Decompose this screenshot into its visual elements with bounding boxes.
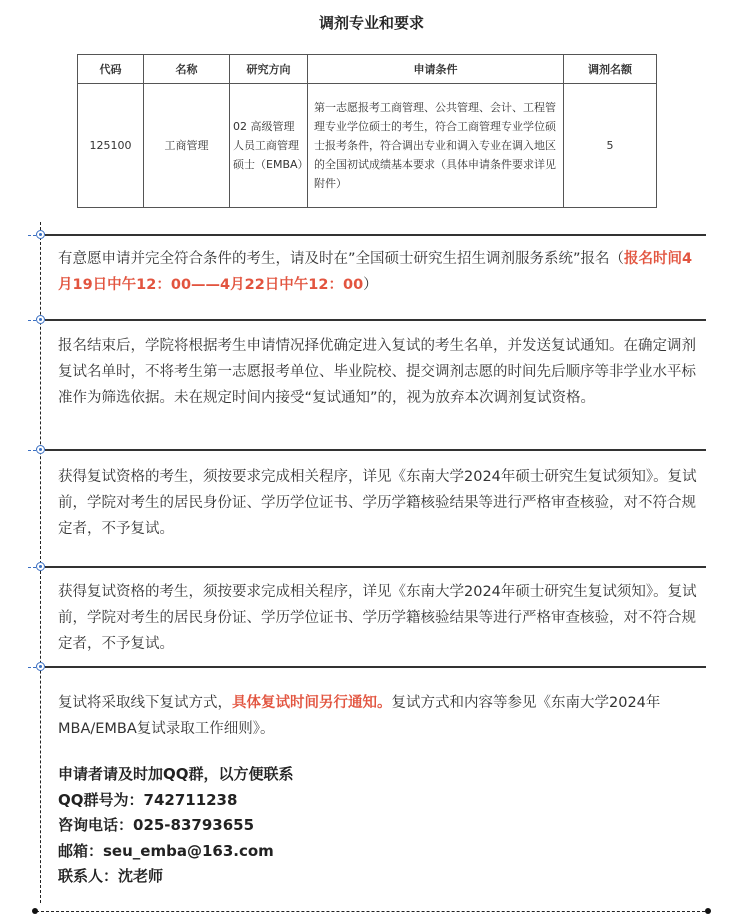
- registration-text: 有意愿申请并完全符合条件的考生，请及时在”全国硕士研究生招生调剂服务系统”报名（: [58, 251, 625, 267]
- timeline-dot: [36, 230, 45, 239]
- email-address[interactable]: 邮箱：seu_emba@163.com: [58, 841, 274, 860]
- registration-close-paren: ）: [363, 277, 378, 293]
- section-divider: [45, 234, 706, 236]
- page-title: 调剂专业和要求: [318, 14, 424, 32]
- timeline-tick: [28, 450, 36, 451]
- table-row: [78, 84, 657, 208]
- header-quota: 调剂名额: [564, 55, 657, 84]
- selection-text: 报名结束后，学院将根据考生申请情况择优确定进入复试的考生名单，并发送复试通知。在确定调剂复试名单时，不将考生第一志愿报考单位、毕业院校、提交调剂志愿的时间先后顺序等非学业水平标准作为筛选依据。未在规定时间内接受“复试通知”的，视为放弃本次调剂复试资格。: [58, 338, 696, 406]
- bottom-dot-left: [32, 908, 38, 914]
- registration-time: 报名时间4月19日中午12：00——4月22日中午12：00: [58, 251, 693, 293]
- section-retest-requirements: [58, 464, 698, 542]
- timeline-tick: [28, 320, 36, 321]
- section-divider: [45, 319, 706, 321]
- header-name: 名称: [144, 55, 230, 84]
- bottom-divider: [36, 911, 710, 912]
- header-condition: 申请条件: [308, 55, 564, 84]
- timeline-dot: [36, 662, 45, 671]
- section-retest-requirements-repeat: [58, 579, 698, 657]
- timeline-tick: [28, 567, 36, 568]
- table-header-row: [78, 55, 657, 84]
- cell-direction: 02 高级管理人员工商管理硕士（EMBA）: [230, 84, 308, 208]
- requirements-table: [77, 54, 657, 208]
- timeline-dot: [36, 315, 45, 324]
- section-registration: [58, 246, 698, 298]
- cell-condition: 第一志愿报考工商管理、公共管理、会计、工程管理专业学位硕士的考生，符合工商管理专业学位硕士报考条件，符合调出专业和调入专业在调入地区的全国初试成绩基本要求（具体申请条件要求详见附件）: [308, 84, 564, 208]
- section-selection: [58, 333, 698, 411]
- section-divider: [45, 666, 706, 668]
- method-reference: 复试方式和内容等参见《东南大学2024年MBA/EMBA复试录取工作细则》。: [58, 695, 661, 737]
- qq-group[interactable]: QQ群号为：742711238: [58, 790, 238, 809]
- timeline-tick: [28, 235, 36, 236]
- section-retest-method: [58, 690, 698, 890]
- phone-number[interactable]: 咨询电话：025-83793655: [58, 816, 255, 834]
- cell-name: 工商管理: [144, 84, 230, 208]
- cell-code: 125100: [78, 84, 144, 208]
- section-divider: [45, 449, 706, 451]
- contact-intro: 申请者请及时加QQ群，以方便联系: [58, 765, 294, 783]
- contact-person: 联系人：沈老师: [58, 867, 164, 885]
- cell-quota: 5: [564, 84, 657, 208]
- header-direction: 研究方向: [230, 55, 308, 84]
- method-text: 复试将采取线下复试方式，: [58, 695, 232, 711]
- retest-text: 获得复试资格的考生，须按要求完成相关程序，详见《东南大学2024年硕士研究生复试须知》。复试前，学院对考生的居民身份证、学历学位证书、学历学籍核验结果等进行严格审查核验，对不符合规定者，不予复试。: [58, 584, 697, 652]
- timeline-dot: [36, 562, 45, 571]
- bottom-dot-right: [705, 908, 711, 914]
- method-time-notice: 具体复试时间另行通知。: [232, 695, 392, 711]
- retest-text: 获得复试资格的考生，须按要求完成相关程序，详见《东南大学2024年硕士研究生复试须知》。复试前，学院对考生的居民身份证、学历学位证书、学历学籍核验结果等进行严格审查核验，对不符合规定者，不予复试。: [58, 469, 697, 537]
- header-code: 代码: [78, 55, 144, 84]
- timeline-dot: [36, 445, 45, 454]
- section-divider: [45, 566, 706, 568]
- timeline-tick: [28, 667, 36, 668]
